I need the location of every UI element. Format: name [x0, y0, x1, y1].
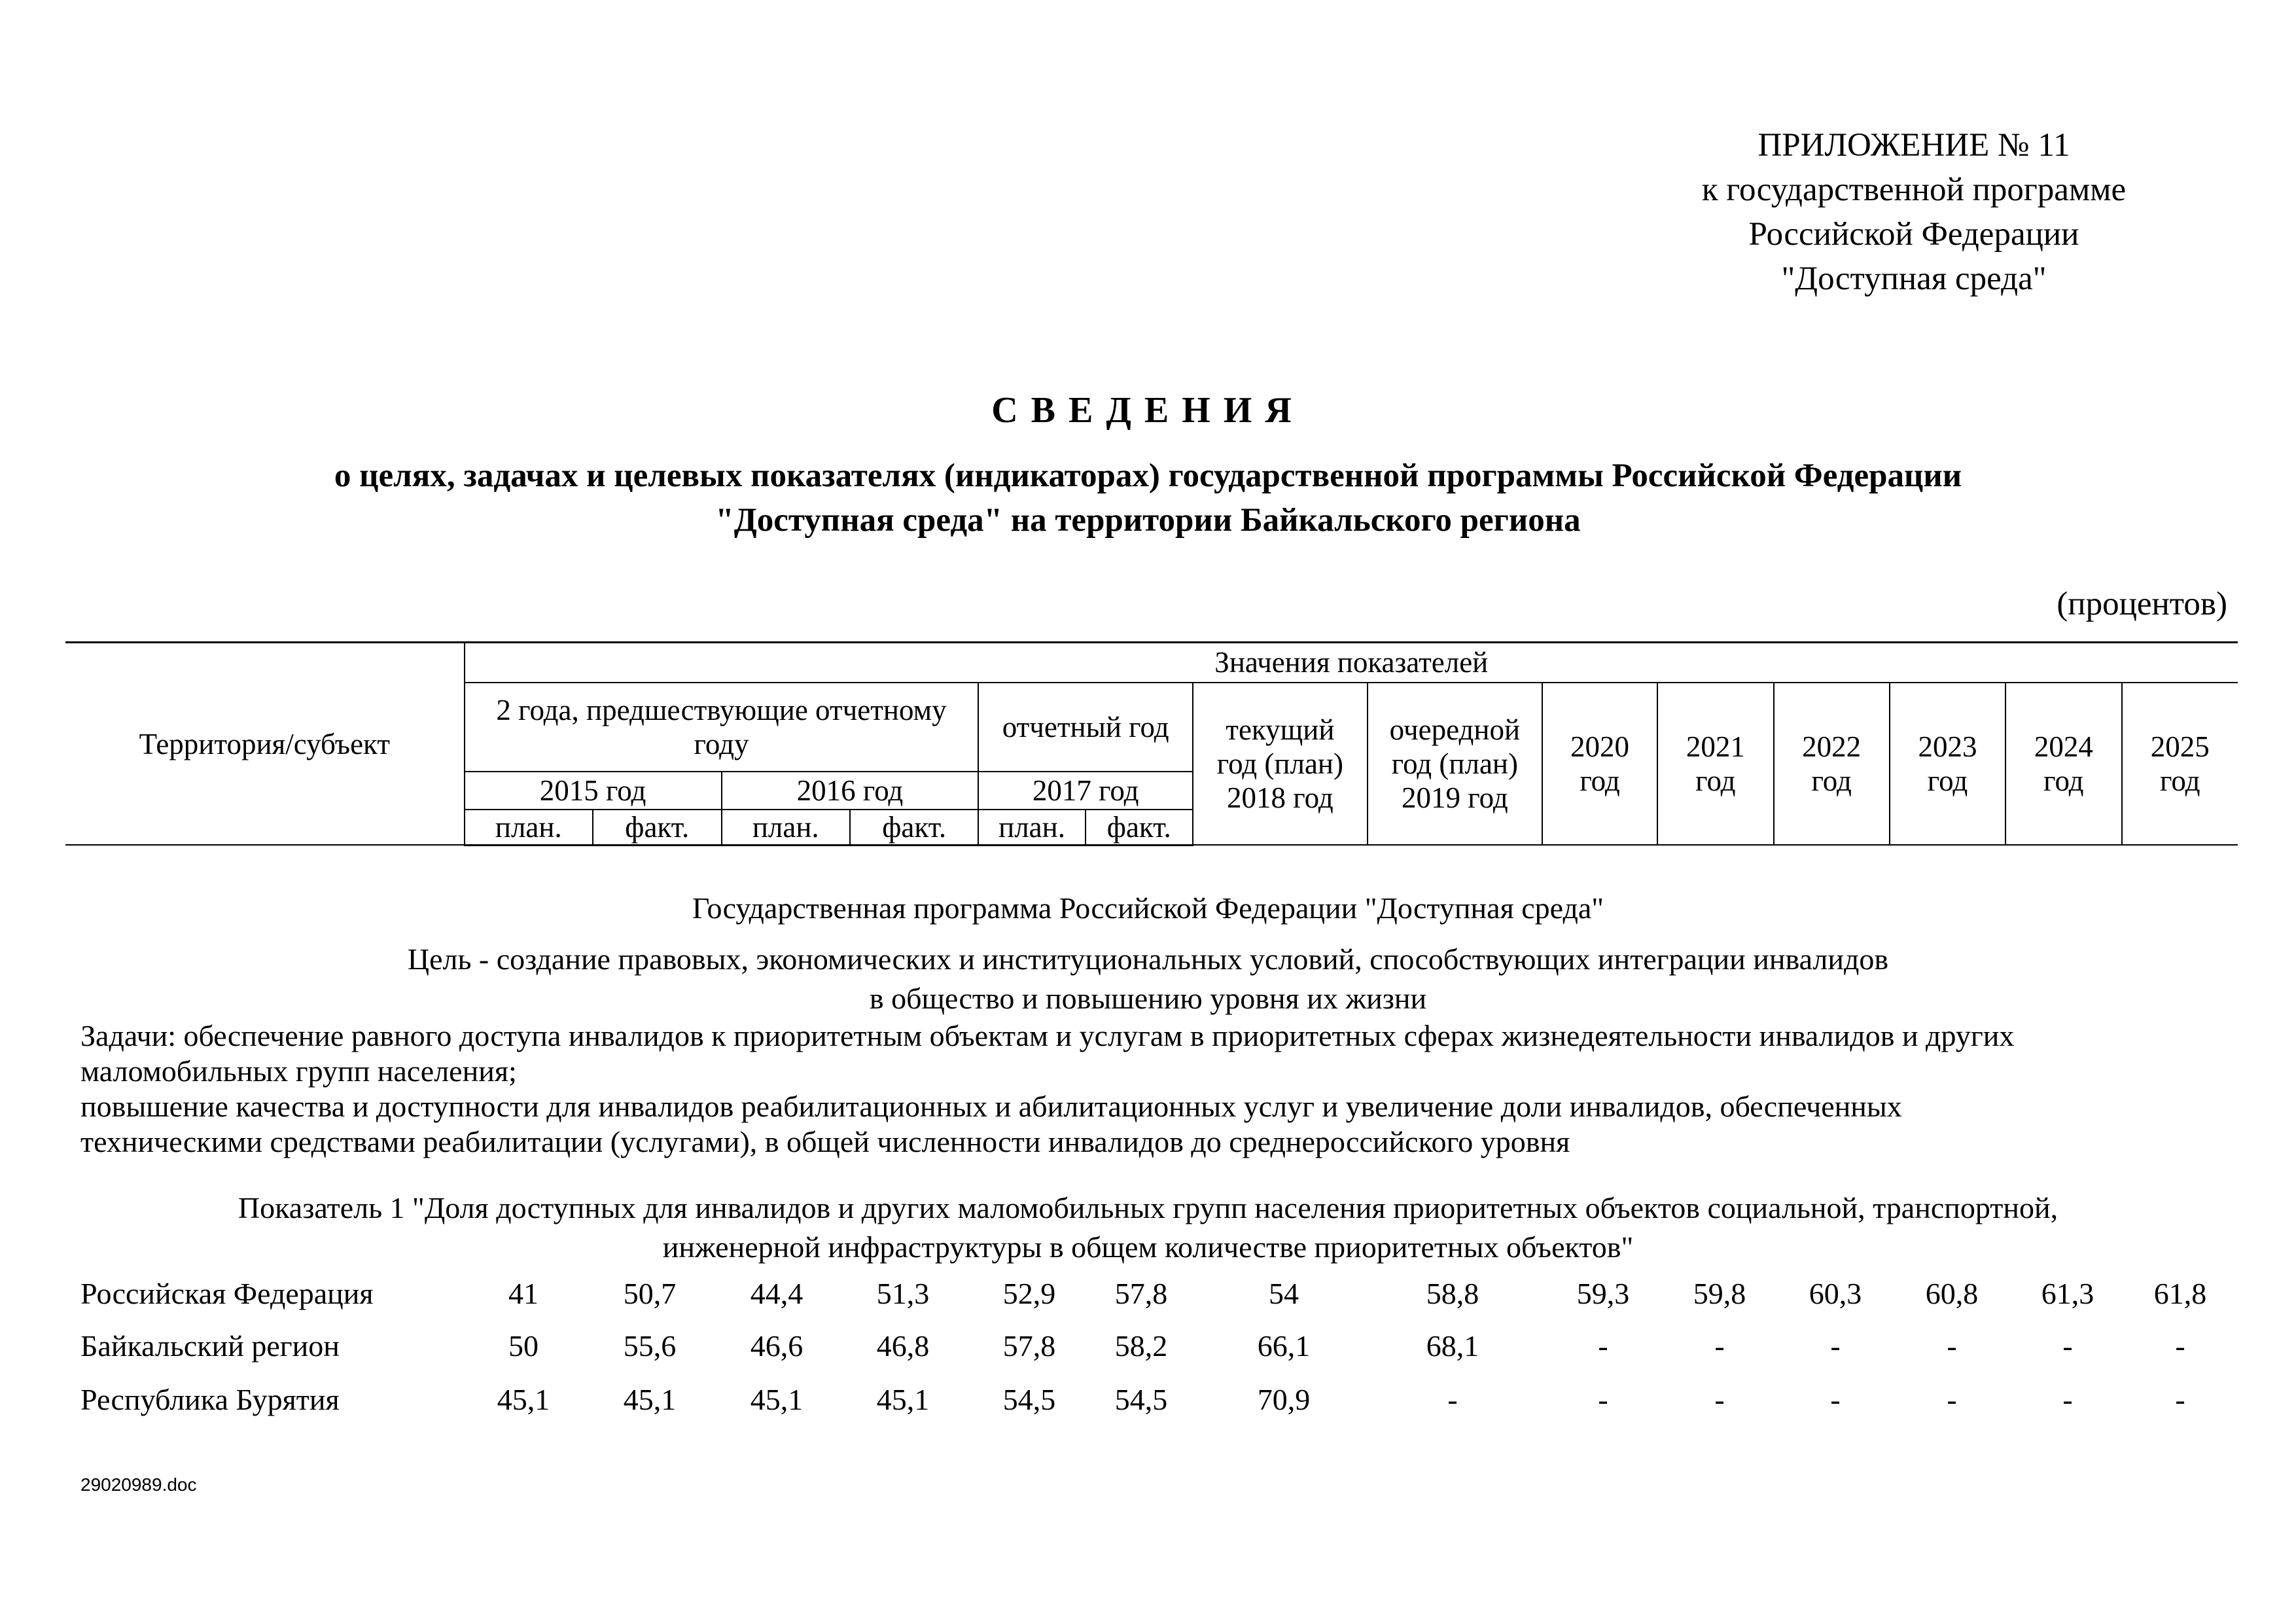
- cell-value: 59,8: [1693, 1277, 1746, 1310]
- cell-value: 44,4: [750, 1277, 804, 1310]
- cell-value: -: [2175, 1383, 2185, 1416]
- cell-value: 54,5: [1002, 1383, 1056, 1416]
- document-subtitle: [0, 454, 2296, 543]
- header-report-year: отчетный год: [978, 683, 1192, 772]
- cell-value: 60,8: [1925, 1277, 1979, 1310]
- header-plan: план.: [722, 810, 850, 846]
- cell-value: -: [1714, 1329, 1725, 1363]
- cell-value: -: [1598, 1329, 1608, 1363]
- header-plan: план.: [465, 810, 593, 846]
- header-territory: Территория/субъект: [65, 643, 465, 846]
- goal-line: Цель - создание правовых, экономических и институциональных условий, способствующих интеграции инвалидов: [407, 942, 1889, 976]
- header-year-2025: 2025 год: [2122, 683, 2238, 846]
- indicator-title: [0, 1188, 2296, 1267]
- header-2015: 2015 год: [465, 772, 722, 810]
- cell-value: 50: [508, 1329, 539, 1363]
- table-row: [0, 1329, 2296, 1368]
- cell-value: -: [1830, 1383, 1841, 1416]
- cell-value: -: [1447, 1383, 1458, 1416]
- cell-value: 46,6: [750, 1329, 804, 1363]
- appendix-block: [1570, 123, 2257, 301]
- header-fact: факт.: [593, 810, 721, 846]
- cell-value: 70,9: [1257, 1383, 1311, 1416]
- cell-value: -: [1598, 1383, 1608, 1416]
- appendix-line: Российской Федерации: [1748, 216, 2079, 253]
- subtitle-line: о целях, задачах и целевых показателях (индикаторах) государственной программы Российской Федерации: [334, 457, 1962, 494]
- header-next-year: очередной год (план) 2019 год: [1368, 683, 1542, 846]
- cell-value: 59,3: [1576, 1277, 1630, 1310]
- subtitle-line: "Доступная среда" на территории Байкальского региона: [715, 502, 1581, 539]
- header-values: Значения показателей: [465, 643, 2238, 683]
- cell-value: -: [1714, 1383, 1725, 1416]
- row-territory: Республика Бурятия: [80, 1383, 340, 1416]
- header-plan: план.: [978, 810, 1085, 846]
- cell-value: -: [2062, 1329, 2073, 1363]
- header-fact: факт.: [1086, 810, 1193, 846]
- indicator-line: инженерной инфраструктуры в общем количестве приоритетных объектов": [662, 1230, 1634, 1264]
- header-fact: факт.: [850, 810, 978, 846]
- cell-value: 51,3: [876, 1277, 930, 1310]
- cell-value: -: [2062, 1383, 2073, 1416]
- cell-value: -: [1947, 1329, 1957, 1363]
- document-title: СВЕДЕНИЯ: [991, 390, 1305, 431]
- cell-value: 57,8: [1114, 1277, 1168, 1310]
- header-prev-years: 2 года, предшествующие отчетному году: [465, 683, 979, 772]
- tasks-line: маломобильных групп населения;: [80, 1054, 517, 1088]
- row-territory: Российская Федерация: [80, 1277, 374, 1310]
- appendix-line: "Доступная среда": [1781, 260, 2047, 297]
- tasks-text: [80, 1018, 2227, 1160]
- cell-value: -: [1830, 1329, 1841, 1363]
- table-row: [0, 1276, 2296, 1315]
- tasks-line: повышение качества и доступности для инвалидов реабилитационных и абилитационных услуг и увеличение доли инвалидов, обеспеченных: [80, 1090, 1902, 1123]
- cell-value: 54,5: [1114, 1383, 1168, 1416]
- cell-value: 58,2: [1114, 1329, 1168, 1363]
- cell-value: 68,1: [1426, 1329, 1479, 1363]
- cell-value: 61,3: [2041, 1277, 2094, 1310]
- header-2016: 2016 год: [722, 772, 979, 810]
- header-current-year: текущий год (план) 2018 год: [1193, 683, 1368, 846]
- goal-line: в общество и повышению уровня их жизни: [869, 982, 1427, 1015]
- header-year-2020: 2020 год: [1542, 683, 1657, 846]
- row-territory: Байкальский регион: [80, 1329, 340, 1363]
- program-title: Государственная программа Российской Федерации "Доступная среда": [692, 891, 1604, 925]
- cell-value: 58,8: [1426, 1277, 1479, 1310]
- cell-value: 45,1: [750, 1383, 804, 1416]
- header-year-2023: 2023 год: [1890, 683, 2005, 846]
- goal-text: [0, 940, 2296, 1018]
- document-footer: 29020989.doc: [80, 1474, 197, 1495]
- cell-value: 46,8: [876, 1329, 930, 1363]
- cell-value: 60,3: [1809, 1277, 1862, 1310]
- header-year-2021: 2021 год: [1657, 683, 1773, 846]
- cell-value: 45,1: [876, 1383, 930, 1416]
- cell-value: 54: [1269, 1277, 1299, 1310]
- cell-value: 61,8: [2153, 1277, 2207, 1310]
- cell-value: 57,8: [1002, 1329, 1056, 1363]
- header-year-2022: 2022 год: [1774, 683, 1890, 846]
- cell-value: 45,1: [497, 1383, 550, 1416]
- tasks-line: Задачи: обеспечение равного доступа инвалидов к приоритетным объектам и услугам в приоритетных сферах жизнедеятельности инвалидов и других: [80, 1019, 2015, 1052]
- tasks-line: техническими средствами реабилитации (услугами), в общей численности инвалидов до среднероссийского уровня: [80, 1125, 1570, 1158]
- appendix-number: ПРИЛОЖЕНИЕ № 11: [1757, 127, 2070, 164]
- cell-value: -: [1947, 1383, 1957, 1416]
- cell-value: 41: [508, 1277, 539, 1310]
- table-row: [0, 1382, 2296, 1421]
- cell-value: 55,6: [623, 1329, 677, 1363]
- indicator-line: Показатель 1 "Доля доступных для инвалидов и других маломобильных групп населения приоритетных объектов социальной, транспортной,: [238, 1191, 2058, 1224]
- header-year-2024: 2024 год: [2005, 683, 2121, 846]
- cell-value: 66,1: [1257, 1329, 1311, 1363]
- cell-value: 45,1: [623, 1383, 677, 1416]
- indicator-table-header: [65, 641, 2238, 846]
- cell-value: 52,9: [1002, 1277, 1056, 1310]
- units-label: (процентов): [2057, 586, 2227, 622]
- cell-value: 50,7: [623, 1277, 677, 1310]
- appendix-line: к государственной программе: [1701, 171, 2127, 208]
- cell-value: -: [2175, 1329, 2185, 1363]
- header-2017: 2017 год: [978, 772, 1192, 810]
